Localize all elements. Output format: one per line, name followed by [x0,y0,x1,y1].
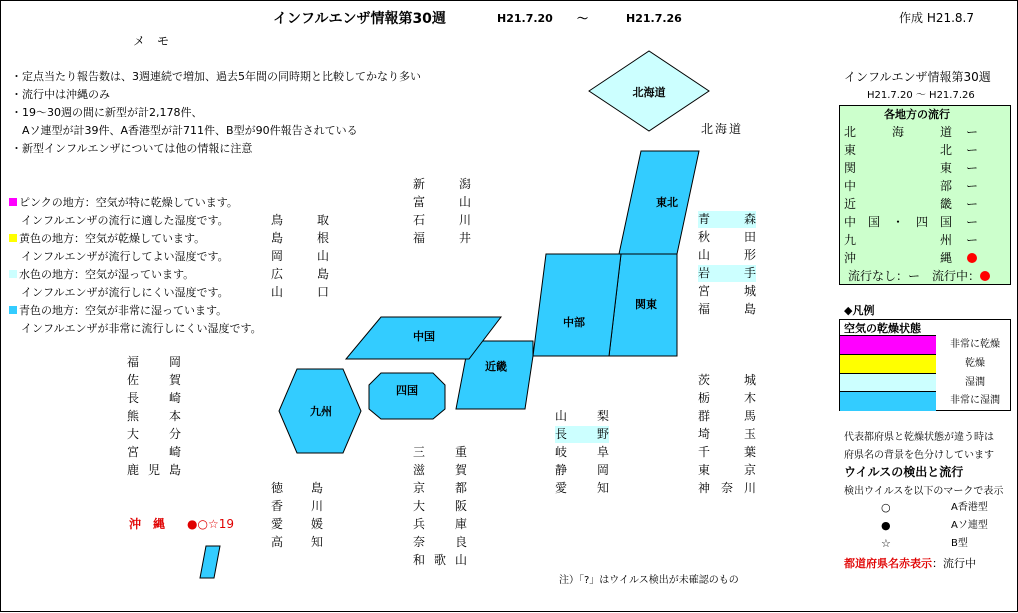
pref-nagano: 長野 [555,427,609,441]
period-separator: ～ [577,12,588,25]
footnote: 注）「?」はウイルス検出が未確認のもの [559,575,739,586]
pref-okinawa-active: 沖 縄 [129,517,166,531]
active-dot-icon [980,271,990,281]
status-row [844,213,1008,231]
region-label-kanto: 関東 [635,298,657,311]
virus-mark-b: ☆ [881,537,891,550]
pref-gifu: 岐阜 [555,445,609,459]
pref-aichi: 愛知 [555,481,609,495]
status-region: 沖縄 [844,251,952,265]
humidity-swatch-humid [840,373,936,393]
status-legend: 流行なし：ー 流行中： [848,269,981,283]
pref-fukushima: 福島 [698,302,756,316]
pref-wakayama: 和歌山 [413,553,467,567]
pref-ehime: 愛媛 [271,517,323,531]
okinawa-virus-marks: ●○☆19 [187,517,234,531]
pref-hyogo: 兵庫 [413,517,467,531]
pref-kagoshima: 鹿児島 [127,463,181,477]
status-row [844,123,1008,141]
region-label-kinki: 近畿 [485,360,507,373]
rep-note: 府県名の背景を色分けしています [844,450,994,461]
pref-yamaguchi: 山口 [271,285,329,299]
humidity-swatch-very-dry [840,335,936,355]
humidity-title: 空気の乾燥状態 [844,322,921,335]
pref-shizuoka: 静岡 [555,463,609,477]
status-row [844,231,1008,249]
pref-kagawa: 香川 [271,499,323,513]
status-row [844,249,1008,267]
active-dot-icon [967,253,977,263]
humidity-label: 乾燥 [965,358,985,369]
region-label-tohoku: 東北 [656,196,678,209]
pref-kochi: 高知 [271,535,323,549]
region-label-chubu: 中部 [563,316,585,329]
humidity-label: 非常に湿潤 [950,395,1000,406]
pref-shimane: 島根 [271,231,329,245]
status-value: ー [965,233,978,247]
status-row [844,141,1008,159]
color-note-text: インフルエンザの流行に適した湿度です。 [21,214,229,227]
status-row [844,177,1008,195]
status-active-indicator [962,249,982,267]
virus-label: Aソ連型 [951,520,988,531]
pref-tokushima: 徳島 [271,481,323,495]
color-note-text: インフルエンザが流行しにくい湿度です。 [21,286,229,299]
pref-fukui: 福井 [413,231,471,245]
pref-gunma: 群馬 [698,409,756,423]
status-legend-row [848,267,1012,285]
color-note-text: 黄色の地方：空気が乾燥しています。 [19,232,206,245]
status-row [844,159,1008,177]
period-start: H21.7.20 [497,12,553,25]
color-note-text: ピンクの地方：空気が特に乾燥しています。 [19,196,238,209]
pref-yamanashi: 山梨 [555,409,609,423]
pref-hiroshima: 広島 [271,267,329,281]
pref-miyazaki: 宮崎 [127,445,181,459]
legend-title: ◆凡例 [844,304,875,317]
humidity-swatch-very-humid [840,391,936,411]
pref-mie: 三重 [413,445,467,459]
virus-mark-a-hongkong: ○ [881,501,891,514]
status-value: ー [965,161,978,175]
pref-aomori: 青森 [698,212,756,226]
status-region: 九州 [844,233,952,247]
period-end: H21.7.26 [626,12,682,25]
pref-yamagata: 山形 [698,248,756,262]
pref-iwate: 岩手 [698,266,756,280]
virus-desc: 検出ウイルスを以下のマークで表示 [844,486,1004,497]
red-name-desc: ：流行中 [932,557,976,570]
status-value: ー [965,125,978,139]
pref-ibaraki: 茨城 [698,373,756,387]
virus-label: A香港型 [951,502,988,513]
region-okinawa[interactable] [200,546,220,578]
pref-fukuoka: 福岡 [127,355,181,369]
status-value: ー [965,215,978,229]
red-name-sample: 都道府県名赤表示 [844,557,932,570]
pref-tokyo: 東京 [698,463,756,477]
color-note-text: 青色の地方：空気が非常に湿っています。 [19,304,228,317]
pref-tochigi: 栃木 [698,391,756,405]
status-region: 中部 [844,179,952,193]
pref-kanagawa: 神奈川 [698,481,756,495]
status-region: 中国・四国 [844,215,952,229]
pref-nara: 奈良 [413,535,467,549]
pref-osaka: 大阪 [413,499,467,513]
created-date: 作成 H21.8.7 [899,11,975,25]
color-note-text: インフルエンザが流行してよい湿度です。 [21,250,229,263]
humidity-label: 湿潤 [965,377,985,388]
status-region: 関東 [844,161,952,175]
region-label-kyushu: 九州 [310,405,332,418]
humidity-label: 非常に乾燥 [950,339,1000,350]
pref-saitama: 埼玉 [698,427,756,441]
memo-line: ・流行中は沖縄のみ [11,88,110,101]
virus-mark-a-soviet: ● [881,519,891,532]
status-region: 北海道 [844,125,952,139]
memo-title: メ モ [133,34,170,48]
pref-akita: 秋田 [698,230,756,244]
status-value: ー [965,179,978,193]
status-region: 東北 [844,143,952,157]
region-label-hokkaido: 北海道 [632,86,666,99]
region-label-shikoku: 四国 [396,384,418,397]
status-row [844,195,1008,213]
status-title: 各地方の流行 [884,108,950,121]
pref-saga: 佐賀 [127,373,181,387]
pref-oita: 大分 [127,427,181,441]
status-value: ー [965,143,978,157]
report-title: インフルエンザ情報第30週 [273,11,446,27]
pref-kumamoto: 熊本 [127,409,181,423]
pref-niigata: 新潟 [413,177,471,191]
pref-miyagi: 宮城 [698,284,756,298]
region-label-chugoku: 中国 [413,330,435,343]
status-value: ー [965,197,978,211]
pref-nagasaki: 長崎 [127,391,181,405]
region-status-panel [839,105,1011,285]
memo-line: ・定点当たり報告数は、3週連続で増加、過去5年間の同時期と比較してかなり多い [11,70,421,83]
humidity-legend [839,319,1011,411]
color-note-text: インフルエンザが非常に流行しにくい湿度です。 [21,322,262,335]
pref-ishikawa: 石川 [413,213,471,227]
red-name-note [844,557,976,571]
pref-kyoto: 京都 [413,481,467,495]
virus-title: ウイルスの検出と流行 [844,465,964,479]
memo-line: ・新型インフルエンザについては他の情報に注意 [11,142,253,155]
region-chubu[interactable] [533,254,621,356]
panel-period: H21.7.20 ～ H21.7.26 [867,90,975,101]
pref-okayama: 岡山 [271,249,329,263]
color-note-text: 水色の地方：空気が湿っています。 [19,268,195,281]
pref-toyama: 富山 [413,195,471,209]
memo-line: ・19～30週の間に新型が計2,178件、 [11,106,203,119]
pref-tottori: 鳥取 [271,213,329,227]
pref-shiga: 滋賀 [413,463,467,477]
memo-line: Aソ連型が計39件、A香港型が計711件、B型が90件報告されている [11,124,358,137]
rep-note: 代表都府県と乾燥状態が違う時は [844,432,994,443]
status-region: 近畿 [844,197,952,211]
humidity-swatch-dry [840,354,936,374]
pref-hokkaido: 北海道 [701,122,744,136]
panel-title: インフルエンザ情報第30週 [844,70,991,84]
virus-label: B型 [951,538,968,549]
pref-chiba: 千葉 [698,445,756,459]
